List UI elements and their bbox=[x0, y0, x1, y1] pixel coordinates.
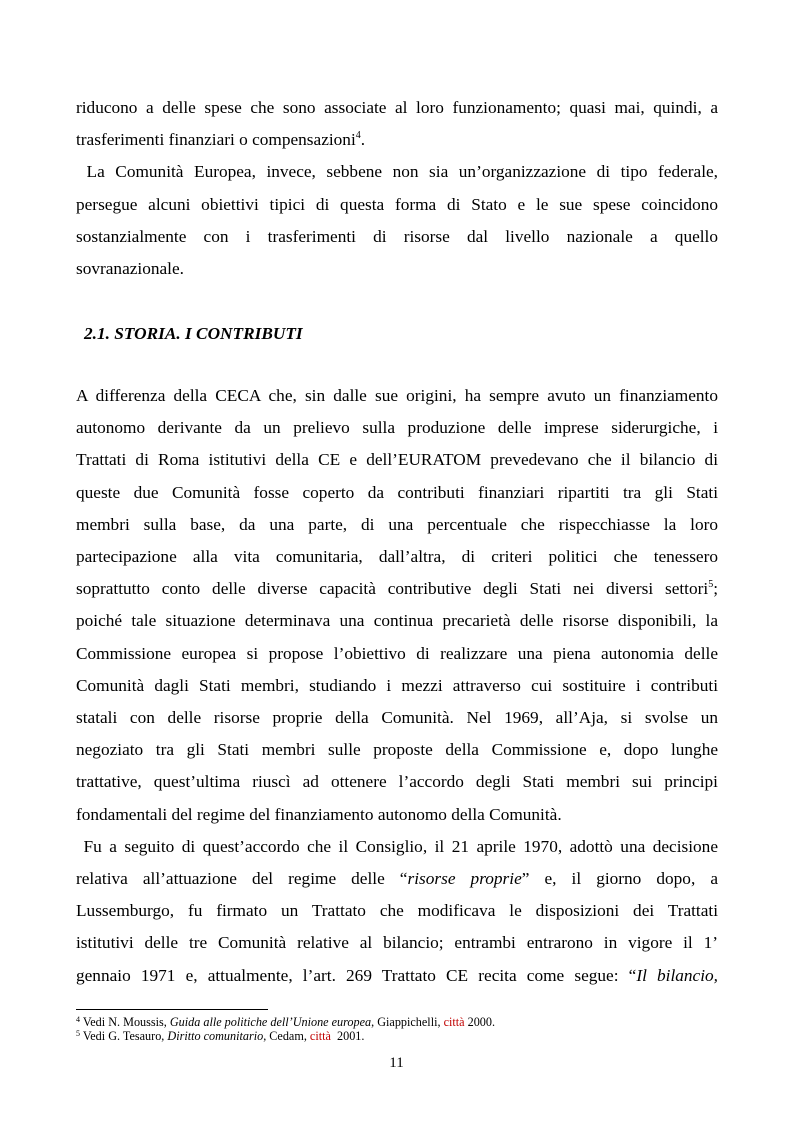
text-span: relativa all’attuazione del regime delle “ bbox=[76, 869, 408, 889]
text-line bbox=[76, 124, 718, 156]
text-line: negoziato tra gli Stati membri sulle proposte della Commissione e, dopo lunghe bbox=[76, 740, 718, 760]
text-span: soprattutto conto delle diverse capacità contributive degli Stati nei diversi settori bbox=[76, 579, 709, 599]
text-line: La Comunità Europea, invece, sebbene non sia un’organizzazione di tipo federale, bbox=[76, 162, 718, 182]
text-line: fondamentali del regime del finanziamento autonomo della Comunità. bbox=[76, 804, 562, 824]
italic-quote: Il bilancio, bbox=[636, 965, 718, 985]
text-line: riducono a delle spese che sono associate al loro funzionamento; quasi mai, quindi, a bbox=[76, 98, 718, 117]
text-span: . bbox=[360, 130, 366, 150]
text-line: persegue alcuni obiettivi tipici di questa forma di Stato e le sue spese coincidono bbox=[76, 194, 718, 214]
footnote-separator bbox=[76, 1009, 268, 1010]
text-line: trattative, quest’ultima riuscì ad ottenere l’accordo degli Stati membri sui principi bbox=[76, 772, 718, 792]
text-line: Fu a seguito di quest’accordo che il Consiglio, il 21 aprile 1970, adottò una decisione bbox=[76, 836, 718, 856]
section-text bbox=[76, 380, 718, 992]
footnote-title: Guida alle politiche dell’Unione europea bbox=[169, 1015, 372, 1029]
text-line: Trattati di Roma istitutivi della CE e dell’EURATOM prevedevano che il bilancio di bbox=[76, 450, 718, 470]
page-number: 11 bbox=[389, 1055, 404, 1071]
text-line: Comunità dagli Stati membri, studiando i mezzi attraverso cui sostituire i contributi bbox=[76, 675, 718, 695]
text-line bbox=[76, 573, 718, 605]
footnote-ref-4[interactable]: 4 bbox=[355, 130, 361, 142]
footnote-number: 4 bbox=[76, 1015, 80, 1024]
paragraph-4 bbox=[76, 831, 718, 992]
italic-term: risorse proprie bbox=[407, 869, 522, 889]
text-line: Commissione europea si propose l’obiettivo di realizzare una piena autonomia delle bbox=[76, 643, 718, 663]
text-span: gennaio 1971 e, attualmente, l’art. 269 Trattato CE recita come segue: “ bbox=[76, 965, 637, 985]
text-span: ” e, il giorno dopo, a bbox=[521, 869, 718, 889]
text-line bbox=[76, 960, 718, 992]
text-line: autonomo derivante da un prelievo sulla produzione delle imprese siderurgiche, i bbox=[76, 418, 718, 438]
paragraph-3 bbox=[76, 380, 718, 831]
intro-text bbox=[76, 92, 718, 285]
footnote-text: Vedi N. Moussis, bbox=[80, 1015, 170, 1029]
text-line: A differenza della CECA che, sin dalle sue origini, ha sempre avuto un finanziamento bbox=[76, 386, 718, 405]
text-line: istitutivi delle tre Comunità relative al bilancio; entrambi entrarono in vigore il 1’ bbox=[76, 933, 718, 953]
footnote-ref-5[interactable]: 5 bbox=[708, 579, 714, 591]
text-line: Lussemburgo, fu firmato un Trattato che modificava le disposizioni dei Trattati bbox=[76, 901, 718, 921]
section-heading: 2.1. STORIA. I CONTRIBUTI bbox=[84, 324, 303, 343]
paragraph-2 bbox=[76, 156, 718, 285]
footnotes bbox=[76, 1015, 495, 1043]
paragraph-1 bbox=[76, 92, 718, 156]
footnote-city: città bbox=[443, 1015, 465, 1029]
text-line bbox=[76, 863, 718, 895]
text-line: sovranazionale. bbox=[76, 259, 184, 279]
footnote-text: , Giappichelli, bbox=[371, 1015, 444, 1029]
text-line: poiché tale situazione determinava una continua precarietà delle risorse disponibili, la bbox=[76, 611, 718, 631]
text-line: partecipazione alla vita comunitaria, dall’altra, di criteri politici che tenessero bbox=[76, 547, 718, 567]
text-line: statali con delle risorse proprie della Comunità. Nel 1969, all’Aja, si svolse un bbox=[76, 708, 718, 728]
text-span: trasferimenti finanziari o compensazioni bbox=[76, 130, 356, 150]
footnote-city: città bbox=[309, 1029, 331, 1043]
footnote-text: Vedi G. Tesauro, bbox=[80, 1029, 168, 1043]
footnote-text: 2001. bbox=[330, 1029, 365, 1043]
footnote-5 bbox=[76, 1029, 495, 1043]
text-span: ; bbox=[713, 579, 718, 599]
footnote-4 bbox=[76, 1015, 495, 1029]
text-line: membri sulla base, da una parte, di una percentuale che rispecchiasse la loro bbox=[76, 514, 718, 534]
text-line: queste due Comunità fosse coperto da contributi finanziari ripartiti tra gli Stati bbox=[76, 482, 718, 502]
footnote-text: , Cedam, bbox=[263, 1029, 310, 1043]
footnote-number: 5 bbox=[76, 1029, 80, 1038]
text-line: sostanzialmente con i trasferimenti di risorse dal livello nazionale a quello bbox=[76, 226, 718, 246]
footnote-text: 2000. bbox=[464, 1015, 496, 1029]
footnote-title: Diritto comunitario bbox=[167, 1029, 264, 1043]
